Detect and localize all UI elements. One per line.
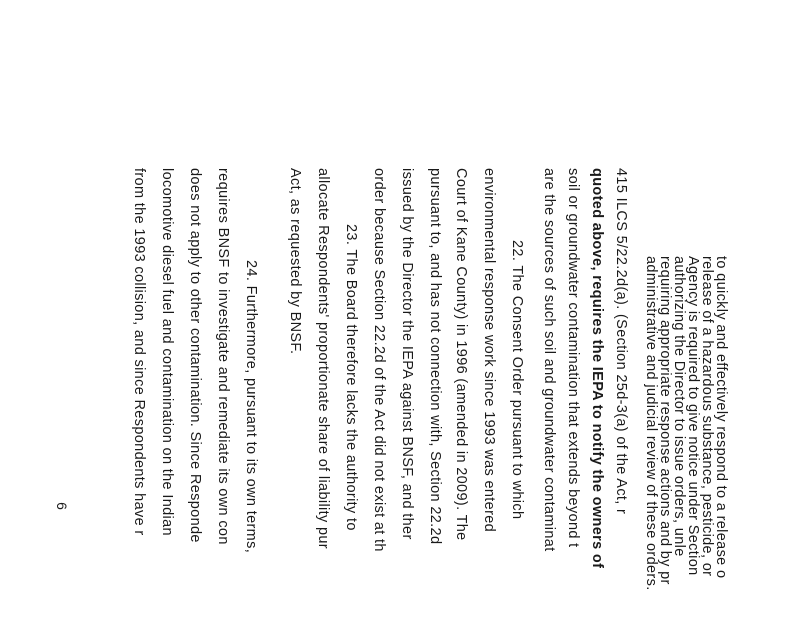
text-line: administrative and judicial review of these orders. xyxy=(643,256,659,591)
text-line: authorizing the Director to issue orders, unle xyxy=(671,256,687,557)
text-line: Agency is required to give notice under Section xyxy=(685,256,701,576)
text-line: from the 1993 collision, and since Respondents have r xyxy=(131,168,147,536)
text-line: locomotive diesel fuel and contamination on the Indian xyxy=(159,168,175,536)
text-line: environmental response work since 1993 was entered xyxy=(481,168,497,533)
paragraph-24-start: 24. Furthermore, pursuant to its own terms, xyxy=(243,260,259,554)
text-line: Court of Kane County) in 1996 (amended in 2009). The xyxy=(453,168,469,541)
text-line: quoted above, requires the IEPA to notify the owners of xyxy=(589,168,605,569)
text-line: release of a hazardous substance, pesticide, or xyxy=(699,256,715,577)
text-line: allocate Respondents' proportionate share of liability pur xyxy=(315,168,331,549)
rotated-text-block xyxy=(109,168,729,618)
paragraph-22-start: 22. The Consent Order pursuant to which xyxy=(509,240,525,520)
text-line: pursuant to, and has not connection with, Section 22.2d xyxy=(427,168,443,545)
text-line: requiring appropriate response actions and by pr xyxy=(657,256,673,585)
text-line: does not apply to other contamination. Since Responde xyxy=(187,168,203,543)
paragraph-23-start: 23. The Board therefore lacks the authority to xyxy=(343,224,359,531)
page-number: 6 xyxy=(53,502,70,510)
text-line: issued by the Director the IEPA against BNSF, and ther xyxy=(399,168,415,540)
text-line: 415 ILCS 5/22.2d(a). (Section 25d-3(a) of the Act, r xyxy=(613,168,629,515)
text-line: to quickly and effectively respond to a release o xyxy=(713,256,729,579)
text-line: are the sources of such soil and groundwater contaminat xyxy=(541,168,557,552)
text-line: requires BNSF to investigate and remediate its own con xyxy=(215,168,231,545)
text-line: Act, as requested by BNSF. xyxy=(287,168,303,355)
text-line: soil or groundwater contamination that extends beyond t xyxy=(565,168,581,548)
text-line: order because Section 22.2d of the Act did not exist at th xyxy=(371,168,387,552)
